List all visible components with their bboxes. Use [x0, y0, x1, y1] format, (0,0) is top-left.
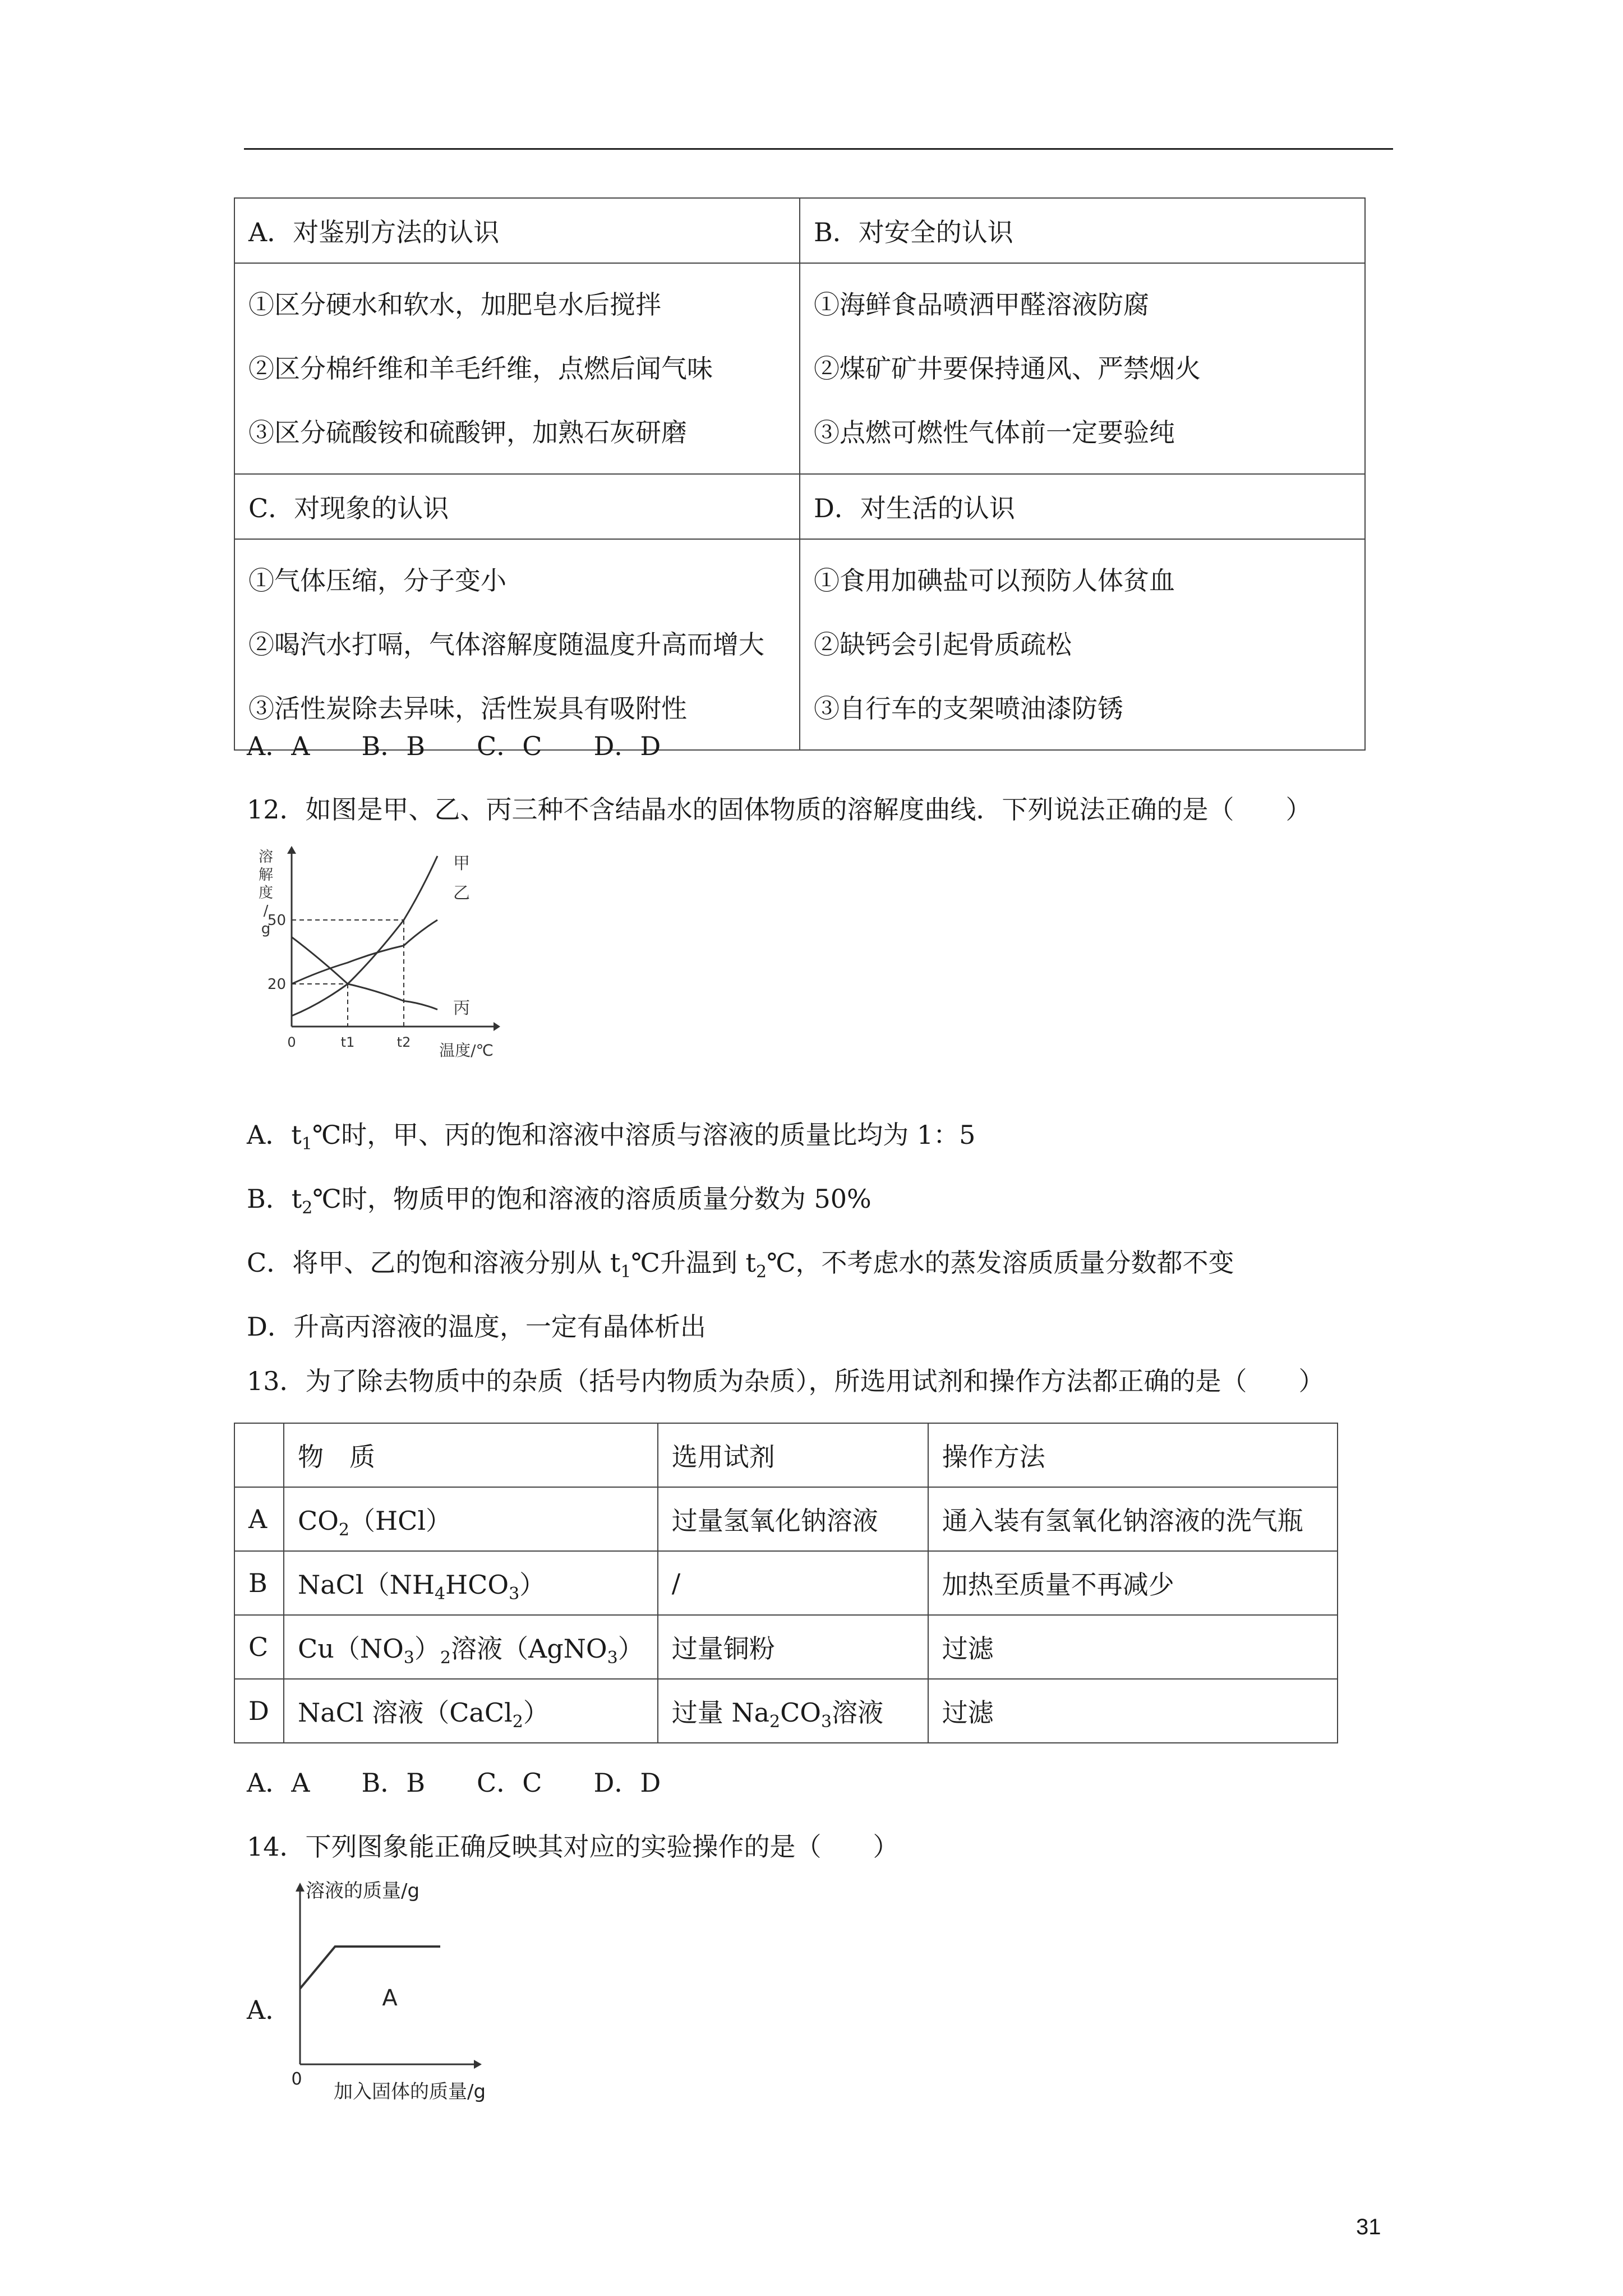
- q13-row-method: 过滤: [928, 1679, 1338, 1743]
- q11-cell-d-items: [800, 539, 1365, 750]
- y-axis-label-char: 度: [258, 885, 274, 901]
- q12-option-a: A．$t_1℃$时，甲、丙的饱和溶液中溶质与溶液的质量比均为 1：5: [247, 1120, 976, 1154]
- origin-label: 0: [291, 2069, 302, 2089]
- q13-row-label: B: [234, 1551, 284, 1615]
- q12-option-c: C．将甲、乙的饱和溶液分别从 $t_1℃$升温到 $t_2℃$，不考虑水的蒸发溶质质量分数都不变: [247, 1248, 1234, 1282]
- q13-header-label: [234, 1423, 284, 1487]
- q14-option-a-label: A．: [247, 1995, 292, 2025]
- q13-row-method: 过滤: [928, 1615, 1338, 1679]
- q11-table: [234, 197, 1366, 751]
- chart-annotation: A: [382, 1985, 398, 2011]
- y-tick-label: 20: [267, 976, 286, 993]
- x-tick-label: 0: [287, 1034, 296, 1050]
- q12-option-b: B．$t_2℃$时，物质甲的饱和溶液的溶质质量分数为 50%: [247, 1184, 872, 1218]
- q13-header-row: [234, 1423, 1338, 1487]
- q13-row-method: 通入装有氢氧化钠溶液的洗气瓶: [928, 1487, 1338, 1551]
- q11-b-item-2: ②煤矿矿井要保持通风、严禁烟火: [814, 353, 1201, 384]
- q13-row-reagent: 过量 $Na_2CO_3$溶液: [658, 1679, 928, 1743]
- y-axis-label-char: g: [261, 921, 271, 937]
- q11-cell-d-title: D．对生活的认识: [800, 474, 1365, 539]
- q13-row-label: C: [234, 1615, 284, 1679]
- q11-c-item-2: ②喝汽水打嗝，气体溶解度随温度升高而增大: [248, 629, 764, 660]
- q11-c-item-1: ①气体压缩，分子变小: [248, 565, 506, 596]
- q11-d-item-1: ①食用加碘盐可以预防人体贫血: [814, 565, 1175, 596]
- q11-cell-c-items: [234, 539, 800, 750]
- q13-row-reagent: 过量铜粉: [658, 1615, 928, 1679]
- q11-cell-a-title: A．对鉴别方法的认识: [234, 198, 800, 263]
- q13-table: [234, 1423, 1338, 1743]
- series-line-2: [292, 920, 437, 984]
- q13-row-label: D: [234, 1679, 284, 1743]
- q13-header-method: 操作方法: [928, 1423, 1338, 1487]
- series-line-3: [292, 937, 437, 1009]
- series-label-3: 丙: [453, 999, 470, 1019]
- q12-stem: 12．如图是甲、乙、丙三种不含结晶水的固体物质的溶解度曲线．下列说法正确的是（ ）: [247, 794, 1312, 825]
- x-axis-label: 加入固体的质量/g: [334, 2081, 486, 2103]
- x-axis-arrow: [474, 2060, 482, 2069]
- series-label-1: 甲: [453, 853, 470, 873]
- q13-row-method: 加热至质量不再减少: [928, 1551, 1338, 1615]
- q13-stem: 13．为了除去物质中的杂质（括号内物质为杂质），所选用试剂和操作方法都正确的是（ ）: [247, 1366, 1325, 1396]
- q11-cell-b-items: [800, 263, 1365, 474]
- q11-cell-b-title: B．对安全的认识: [800, 198, 1365, 263]
- y-axis-arrow: [296, 1883, 305, 1892]
- q11-options: A．A B．B C．C D．D: [247, 731, 661, 761]
- q13-row-substance: $Cu(NO_3)_2$溶液（AgNO$_3$）: [284, 1615, 658, 1679]
- table-row: [234, 1615, 1338, 1679]
- q13-header-reagent: 选用试剂: [658, 1423, 928, 1487]
- q12-option-d: D．升高丙溶液的温度，一定有晶体析出: [247, 1312, 706, 1342]
- q11-a-item-2: ②区分棉纤维和羊毛纤维，点燃后闻气味: [248, 353, 713, 384]
- table-row: [234, 1679, 1338, 1743]
- x-tick-label: t1: [340, 1034, 355, 1050]
- q11-d-item-2: ②缺钙会引起骨质疏松: [814, 629, 1072, 660]
- q13-row-label: A: [234, 1487, 284, 1551]
- q11-cell-a-items: [234, 263, 800, 474]
- x-tick-label: t2: [396, 1034, 411, 1050]
- q13-row-substance: NaCl 溶液（CaCl$_2$）: [284, 1679, 658, 1743]
- table-row: [234, 1487, 1338, 1551]
- q13-row-reagent: /: [658, 1551, 928, 1615]
- q11-a-item-1: ①区分硬水和软水，加肥皂水后搅拌: [248, 289, 661, 320]
- q13-header-substance: 物 质: [284, 1423, 658, 1487]
- q11-c-item-3: ③活性炭除去异味，活性炭具有吸附性: [248, 693, 687, 724]
- q13-row-reagent: 过量氢氧化钠溶液: [658, 1487, 928, 1551]
- y-axis-label: 溶液的质量/g: [306, 1880, 420, 1902]
- q11-b-item-1: ①海鲜食品喷洒甲醛溶液防腐: [814, 289, 1149, 320]
- solution-mass-chart: [289, 1874, 530, 2109]
- series-line: [300, 1947, 440, 1989]
- solubility-chart: [247, 841, 510, 1060]
- y-tick-label: 50: [267, 912, 286, 929]
- q11-cell-c-title: C．对现象的认识: [234, 474, 800, 539]
- table-row: [234, 1551, 1338, 1615]
- q14-stem: 14．下列图象能正确反映其对应的实验操作的是（ ）: [247, 1832, 899, 1862]
- q11-a-item-3: ③区分硫酸铵和硫酸钾，加熟石灰研磨: [248, 417, 687, 448]
- q11-d-item-3: ③自行车的支架喷油漆防锈: [814, 693, 1123, 724]
- x-axis-label: 温度/℃: [439, 1041, 494, 1060]
- header-rule: [244, 148, 1393, 150]
- page-number: 31: [1356, 2215, 1381, 2239]
- q13-row-substance: $CO_2(HCl)$: [284, 1487, 658, 1551]
- y-axis-label-char: /: [263, 903, 269, 919]
- y-axis-arrow: [287, 846, 296, 854]
- y-axis-label-char: 溶: [258, 849, 274, 866]
- x-axis-arrow: [494, 1022, 500, 1031]
- y-axis-label-char: 解: [258, 867, 274, 884]
- q11-b-item-3: ③点燃可燃性气体前一定要验纯: [814, 417, 1175, 448]
- q13-row-substance: $NaCl(NH_4HCO_3)$: [284, 1551, 658, 1615]
- series-label-2: 乙: [453, 884, 470, 903]
- q13-options: A．A B．B C．C D．D: [247, 1768, 661, 1798]
